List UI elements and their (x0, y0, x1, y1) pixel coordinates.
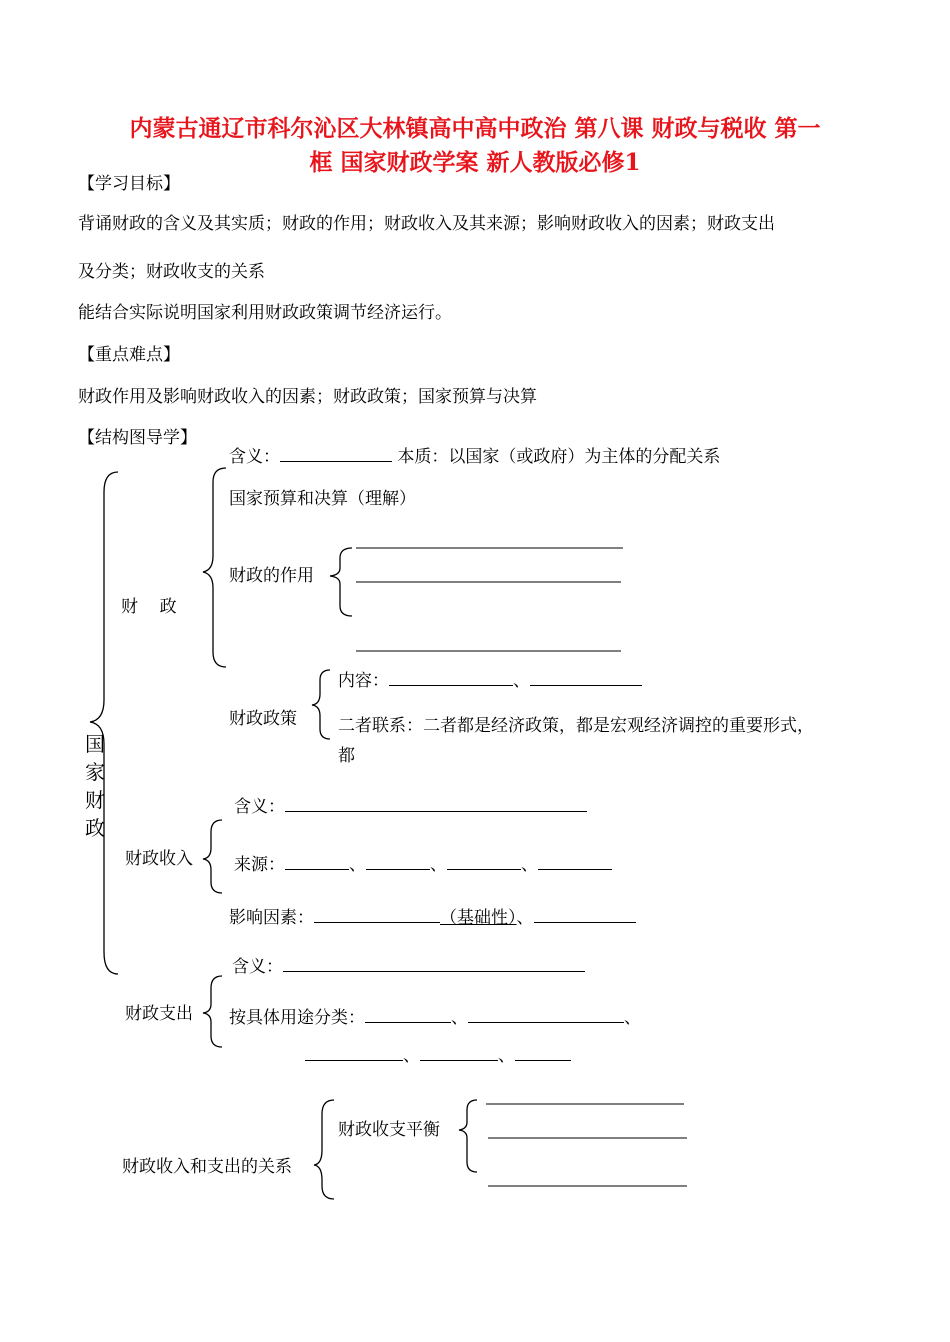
revenue-source-label: 来源： (234, 855, 285, 875)
factors-basic: （基础性） (440, 908, 517, 928)
classify-blank-4[interactable] (420, 1043, 498, 1061)
meaning-label: 含义： (229, 447, 280, 467)
essence-text: 本质：以国家（或政府）为主体的分配关系 (397, 447, 721, 467)
factors-sep: 、 (516, 908, 534, 928)
source-sep-1: 、 (349, 855, 366, 875)
meaning-blank[interactable] (280, 444, 392, 462)
relation-brace (314, 1100, 334, 1199)
factors-label: 影响因素： (229, 908, 314, 928)
source-blank-1[interactable] (285, 852, 349, 870)
classify-blank-2[interactable] (468, 1005, 624, 1023)
goals-line-1: 背诵财政的含义及其实质；财政的作用；财政收入及其来源；影响财政收入的因素；财政支出 (78, 214, 775, 234)
balance-label: 财政收支平衡 (338, 1120, 440, 1140)
relation-label: 财政收入和支出的关系 (122, 1157, 292, 1177)
revenue-factors-row (229, 905, 636, 928)
source-sep-3: 、 (521, 855, 538, 875)
source-blank-4[interactable] (538, 852, 612, 870)
classify-sep-4: 、 (498, 1046, 515, 1066)
policy-relation-cont: 都 (338, 746, 355, 766)
fiscal-label: 财 政 (121, 597, 177, 617)
expenditure-brace (203, 976, 222, 1047)
classify-blank-5[interactable] (515, 1043, 571, 1061)
balance-brace (459, 1100, 477, 1172)
policy-label: 财政政策 (229, 709, 297, 729)
policy-content-label: 内容： (338, 671, 389, 691)
revenue-brace (203, 820, 222, 893)
source-blank-2[interactable] (366, 852, 430, 870)
document-title-line2: 框 国家财政学案 新人教版必修1 (309, 149, 641, 176)
fiscal-brace (203, 468, 226, 667)
expenditure-meaning-blank[interactable] (283, 954, 585, 972)
revenue-label: 财政收入 (125, 849, 193, 869)
revenue-source-row (234, 852, 612, 875)
policy-blank-2[interactable] (530, 668, 642, 686)
classify-sep-1: 、 (451, 1008, 468, 1028)
meaning-row (229, 444, 720, 467)
source-blank-3[interactable] (447, 852, 521, 870)
root-char-2: 家 (85, 760, 105, 784)
expenditure-label: 财政支出 (125, 1004, 193, 1024)
role-label: 财政的作用 (229, 566, 314, 586)
structure-heading: 【结构图导学】 (78, 428, 197, 448)
expenditure-classify-row-2 (305, 1043, 571, 1066)
policy-blank-1[interactable] (389, 668, 513, 686)
classify-sep-2: 、 (624, 1008, 641, 1028)
policy-brace (312, 670, 330, 739)
key-points: 财政作用及影响财政收入的因素；财政政策；国家预算与决算 (78, 387, 537, 407)
root-brace (90, 472, 118, 974)
policy-sep: 、 (513, 671, 530, 691)
revenue-meaning-row (234, 794, 587, 817)
root-char-1: 国 (85, 732, 105, 756)
key-heading: 【重点难点】 (78, 345, 180, 365)
revenue-meaning-label: 含义： (234, 797, 285, 817)
factors-blank-2[interactable] (534, 905, 636, 923)
classify-blank-1[interactable] (365, 1005, 451, 1023)
policy-relation: 二者联系：二者都是经济政策，都是宏观经济调控的重要形式， (338, 716, 814, 736)
source-sep-2: 、 (430, 855, 447, 875)
classify-blank-3[interactable] (305, 1043, 403, 1061)
expenditure-meaning-label: 含义： (232, 957, 283, 977)
root-char-3: 财 (85, 788, 105, 812)
classify-label: 按具体用途分类： (229, 1008, 365, 1028)
classify-sep-3: 、 (403, 1046, 420, 1066)
policy-content-row (338, 668, 642, 691)
role-brace (330, 548, 352, 616)
goals-heading: 【学习目标】 (78, 174, 180, 194)
revenue-meaning-blank[interactable] (285, 794, 587, 812)
document-title-line1: 内蒙古通辽市科尔沁区大林镇高中高中政治 第八课 财政与税收 第一 (129, 115, 821, 142)
budget-text: 国家预算和决算（理解） (229, 489, 416, 509)
expenditure-classify-row (229, 1005, 641, 1028)
root-char-4: 政 (85, 816, 105, 840)
goals-line-2: 及分类；财政收支的关系 (78, 262, 265, 282)
factors-blank-1[interactable] (314, 905, 440, 923)
goals-line-3: 能结合实际说明国家利用财政政策调节经济运行。 (78, 303, 452, 323)
expenditure-meaning-row (232, 954, 585, 977)
